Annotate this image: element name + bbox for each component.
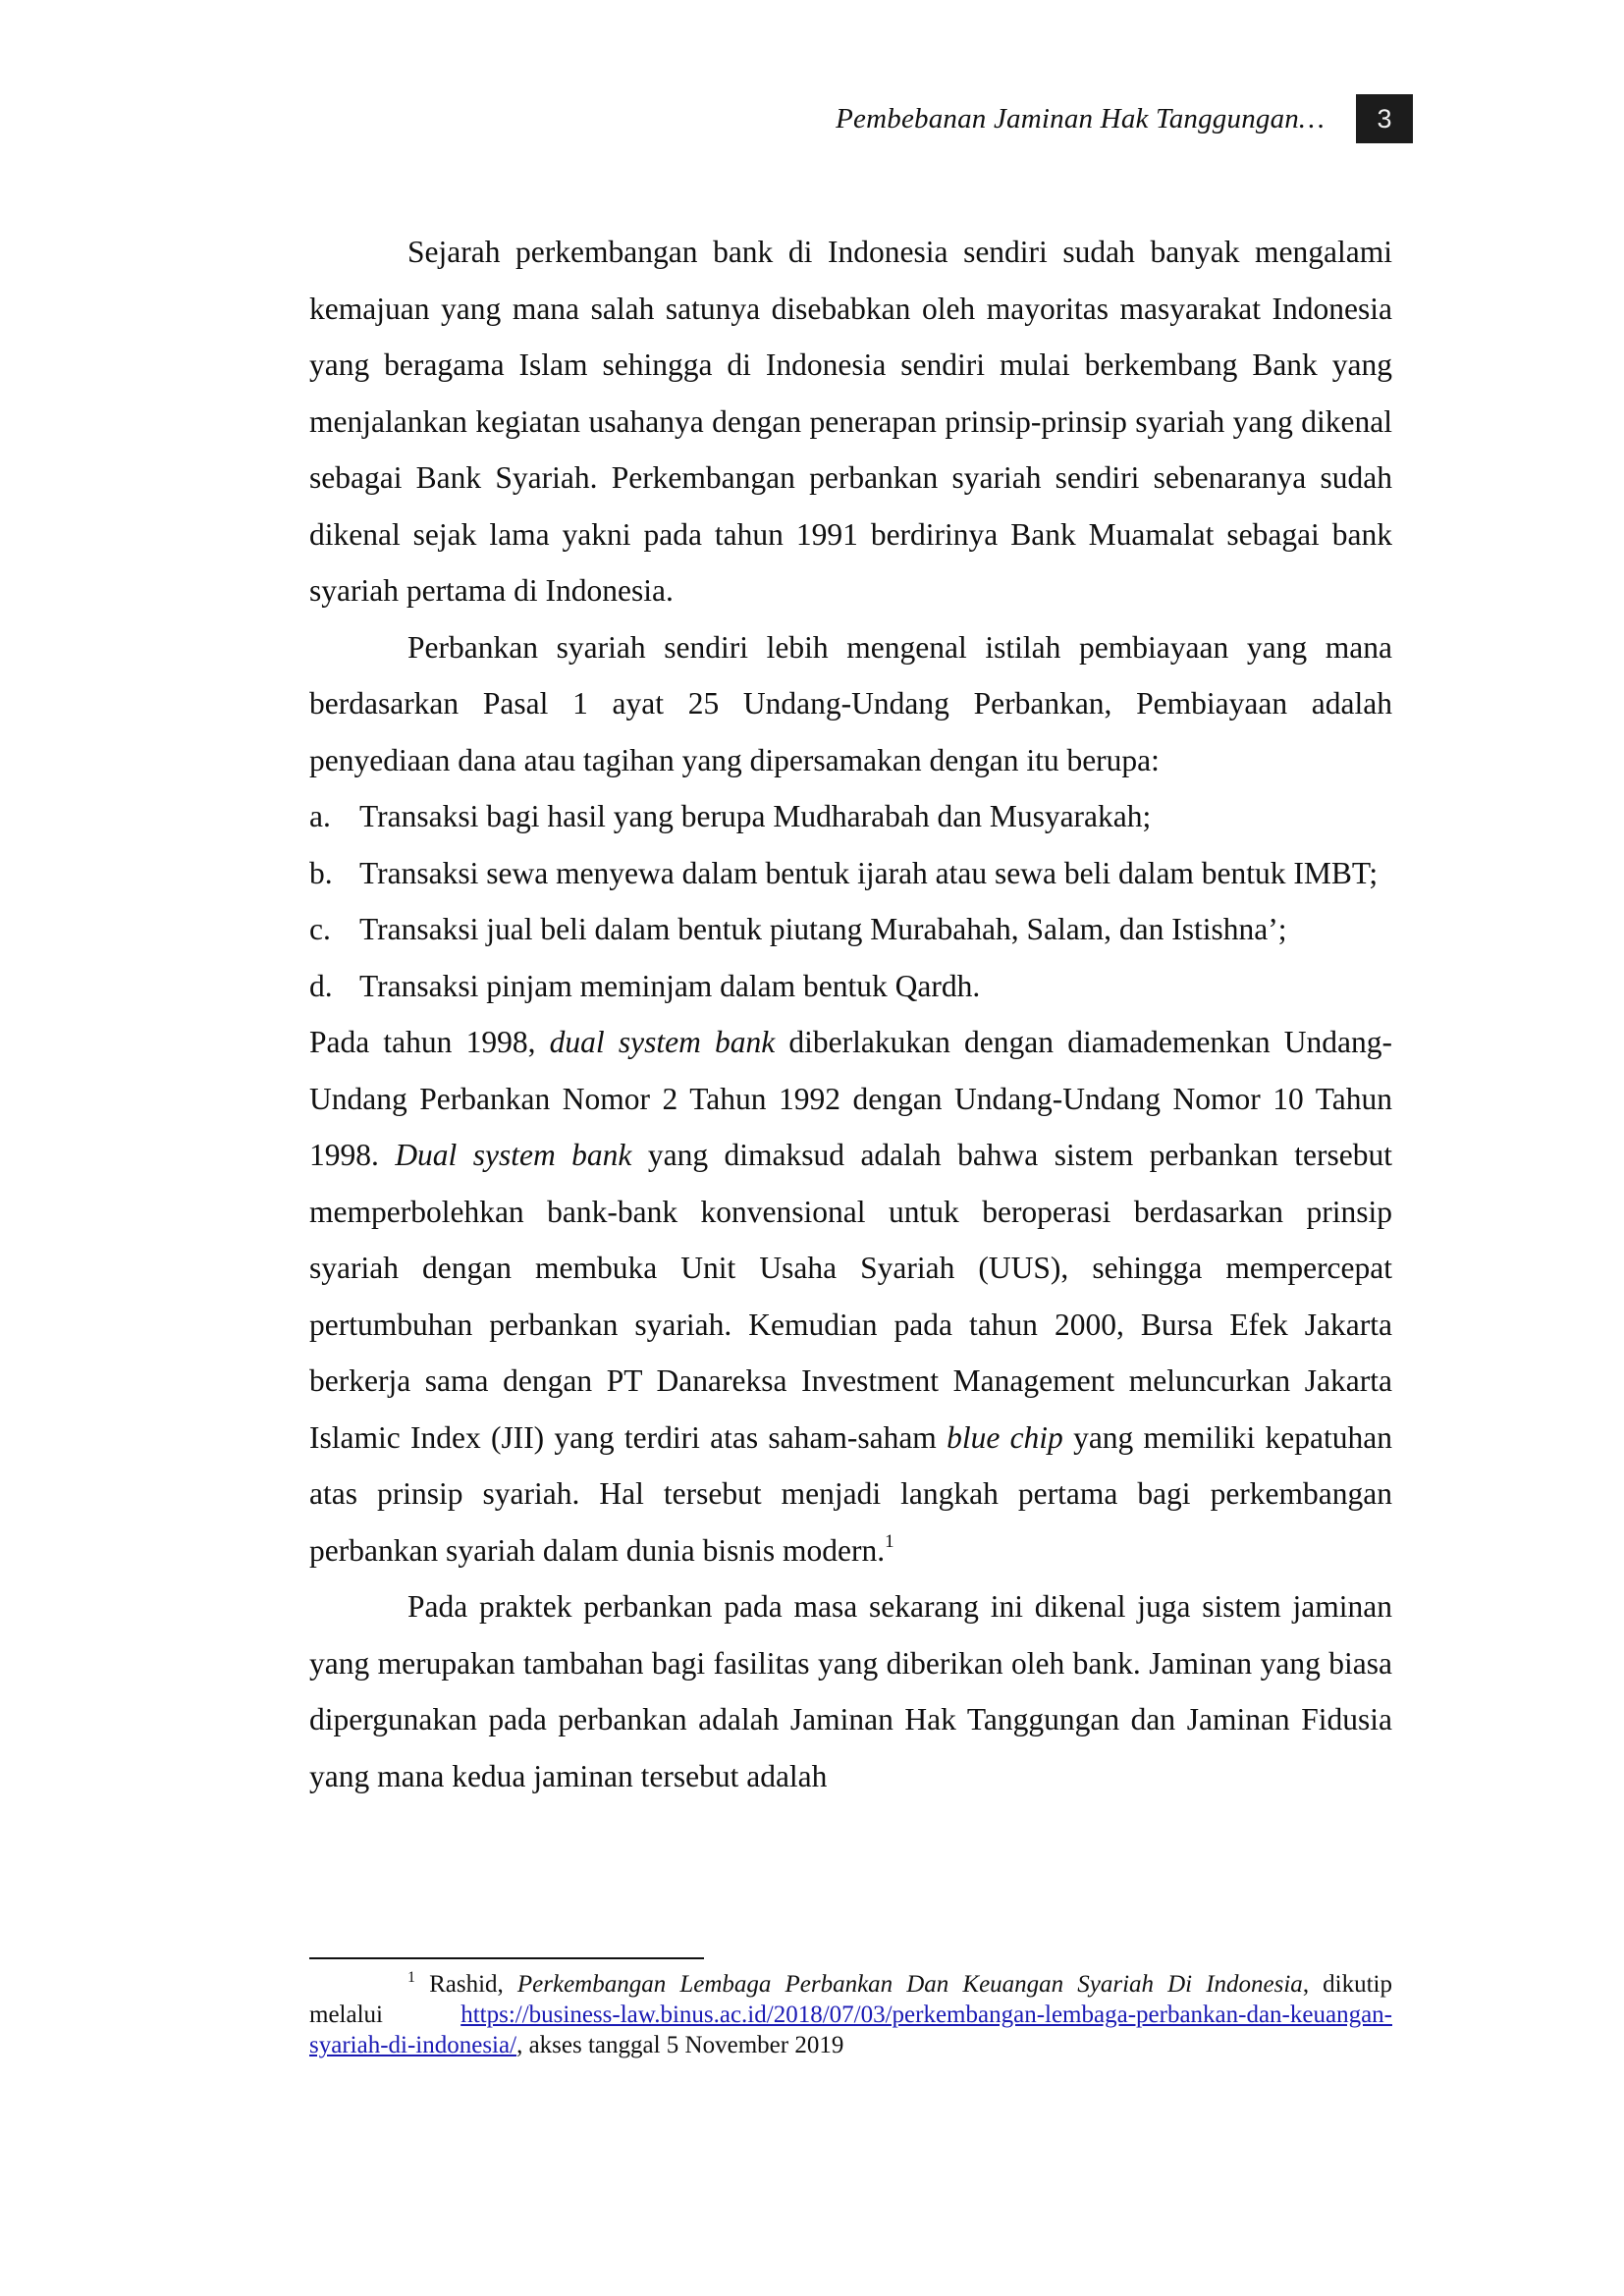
list-marker: a. [309, 799, 331, 833]
text-run: yang dimaksud adalah bahwa sistem perbankan tersebut memperbolehkan bank-bank konvensional untuk beroperasi berdasarkan prinsip syariah dengan membuka Unit Usaha Syariah (UUS), sehingga mempercepat pertumbuhan perbankan syariah. Kemudian pada tahun 2000, Bursa Efek Jakarta berkerja sama dengan PT Danareksa Investment Management meluncurkan Jakarta Islamic Index (JII) yang terdiri atas saham-saham [309, 1138, 1392, 1455]
italic-term: Dual system bank [395, 1138, 632, 1172]
footnote-number: 1 [407, 1969, 415, 1986]
text-run: diberlakukan dengan diamademenkan Undang-Undang Perbankan Nomor 2 Tahun 1992 dengan Undang-Undang Nomor 10 Tahun 1998. [309, 1025, 1393, 1172]
list-text: Transaksi pinjam meminjam dalam bentuk Qardh. [359, 968, 981, 1003]
text-run: yang memiliki kepatuhan atas prinsip syariah. Hal tersebut menjadi langkah pertama bagi perkembangan perbankan syariah dalam dunia bisnis modern. [309, 1419, 1393, 1568]
footnote-text: , dikutip melalui [309, 1971, 1392, 2028]
list-marker: c. [309, 912, 331, 946]
footnote-link[interactable]: https://business-law.binus.ac.id/2018/07/03/perkembangan-lembaga-perbankan-dan-keuangan-syariah-di-indonesia/ [309, 2002, 1392, 2058]
list-text: Transaksi bagi hasil yang berupa Mudharabah dan Musyarakah; [359, 799, 1152, 833]
list-item [309, 845, 1392, 902]
list-text: Transaksi jual beli dalam bentuk piutang Murabahah, Salam, dan Istishna’; [359, 912, 1287, 946]
italic-term: blue chip [947, 1419, 1063, 1455]
footnote-access-date: , akses tanggal 5 November 2019 [516, 2032, 844, 2058]
paragraph-guarantee-system: Pada praktek perbankan pada masa sekarang ini dikenal juga sistem jaminan yang merupakan tambahan bagi fasilitas yang diberikan oleh bank. Jaminan yang biasa dipergunakan pada perbankan adalah Jaminan Hak Tanggungan dan Jaminan Fidusia yang mana kedua jaminan tersebut adalah [309, 1589, 1392, 1793]
footnote-divider [309, 1957, 704, 1959]
running-title: Pembebanan Jaminan Hak Tanggungan… [836, 102, 1325, 134]
footnote-reference[interactable]: 1 [885, 1530, 894, 1552]
footnote [309, 1969, 1392, 2060]
paragraph-dual-system [309, 1014, 1392, 1578]
page-number: 3 [1356, 94, 1413, 143]
list-marker: b. [309, 855, 333, 890]
financing-list [309, 788, 1392, 1014]
running-header [836, 94, 1413, 143]
body-text [309, 224, 1392, 1804]
footnote-author: Rashid, [415, 1971, 517, 1998]
list-item [309, 901, 1392, 958]
list-item [309, 958, 1392, 1015]
paragraph-syariah-financing: Perbankan syariah sendiri lebih mengenal istilah pembiayaan yang mana berdasarkan Pasal 1 ayat 25 Undang-Undang Perbankan, Pembiayaan adalah penyediaan dana atau tagihan yang dipersamakan dengan itu berupa: [309, 629, 1392, 777]
list-text: Transaksi sewa menyewa dalam bentuk ijarah atau sewa beli dalam bentuk IMBT; [359, 855, 1379, 890]
text-run: Pada tahun 1998, [309, 1025, 550, 1059]
footnote-title: Perkembangan Lembaga Perbankan Dan Keuangan Syariah Di Indonesia [516, 1971, 1303, 1998]
list-item [309, 788, 1392, 845]
italic-term: dual system bank [549, 1025, 776, 1059]
list-marker: d. [309, 968, 333, 1003]
paragraph-bank-history: Sejarah perkembangan bank di Indonesia sendiri sudah banyak mengalami kemajuan yang mana salah satunya disebabkan oleh mayoritas masyarakat Indonesia yang beragama Islam sehingga di Indonesia sendiri mulai berkembang Bank yang menjalankan kegiatan usahanya dengan penerapan prinsip-prinsip syariah yang dikenal sebagai Bank Syariah. Perkembangan perbankan syariah sendiri sebenaranya sudah dikenal sejak lama yakni pada tahun 1991 berdirinya Bank Muamalat sebagai bank syariah pertama di Indonesia. [309, 235, 1392, 608]
